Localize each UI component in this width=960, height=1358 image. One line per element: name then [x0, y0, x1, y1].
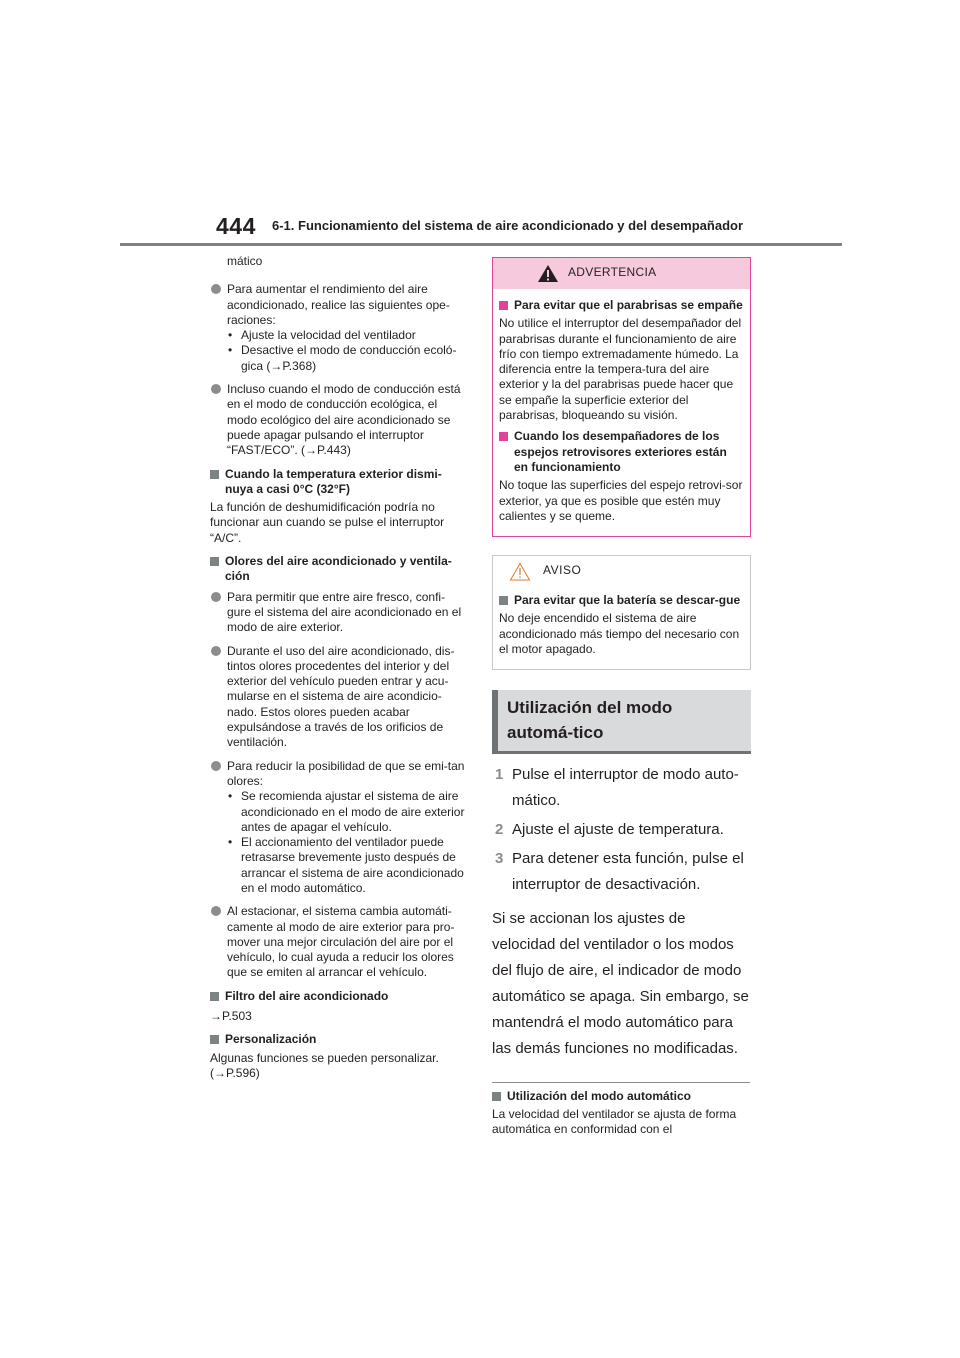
- section-band: Utilización del modo automá-tico: [492, 690, 751, 754]
- heading-text: Filtro del aire acondicionado: [225, 988, 389, 1003]
- paragraph: La velocidad del ventilador se ajusta de forma automática en conformidad con el: [492, 1107, 737, 1137]
- step-number: 2: [495, 821, 504, 839]
- sub-list: [227, 789, 468, 896]
- heading-text: Cuando los desempañadores de los espejos retrovisores exteriores están en funcionamiento: [514, 429, 727, 474]
- bullet-dot-icon: [211, 284, 221, 294]
- square-icon: [492, 1092, 501, 1101]
- warning-title: ADVERTENCIA: [568, 265, 657, 279]
- step-item: [492, 762, 751, 814]
- dash-icon: •: [228, 343, 233, 358]
- warning-paragraph: No utilice el interruptor del desempañador del parabrisas durante el funcionamiento de aire frío con tiempo extremadamente húmedo. La diferencia entre la tempera-tura del aire exterior y la del parabrisas puede hacer que se empañe la superficie exterior del parabrisas, bloqueando su visión.: [499, 316, 742, 423]
- heading-text: Utilización del modo automático: [507, 1089, 692, 1104]
- sub-item: [227, 789, 468, 835]
- square-icon: [499, 301, 508, 310]
- step-item: [492, 846, 751, 898]
- sub-item-text: Desactive el modo de conducción ecoló-gica (→P.368): [241, 343, 457, 373]
- sub-list: [227, 328, 468, 374]
- bullet-dot-icon: [211, 906, 221, 916]
- square-icon: [499, 596, 508, 605]
- square-icon: [210, 470, 219, 479]
- sub-item: [227, 328, 468, 343]
- bullet-dot-icon: [211, 646, 221, 656]
- square-icon: [210, 557, 219, 566]
- sub-item-text: Ajuste la velocidad del ventilador: [241, 328, 416, 343]
- subsection-heading: [210, 554, 468, 585]
- bullet-item: [210, 759, 468, 897]
- bullet-text: Al estacionar, el sistema cambia automáti-camente al modo de aire exterior para pro-mover una mejor circulación del aire por el vehículo, lo cual ayuda a reducir los olores que se emiten al arrancar el vehículo.: [227, 904, 455, 980]
- square-icon: [210, 1035, 219, 1044]
- notice-title: AVISO: [543, 563, 582, 578]
- dash-icon: •: [228, 835, 233, 850]
- square-icon: [499, 432, 508, 441]
- left-column: [210, 254, 468, 1089]
- heading-text: Personalización: [225, 1032, 317, 1047]
- divider: [492, 1082, 750, 1083]
- bullet-item: [210, 590, 468, 636]
- square-icon: [210, 992, 219, 1001]
- dash-icon: •: [228, 328, 233, 343]
- warning-subheading: [499, 298, 744, 313]
- step-text: Ajuste el ajuste de temperatura.: [512, 821, 724, 839]
- subsection-heading: [492, 1089, 751, 1104]
- right-column: [492, 257, 751, 1137]
- sub-item: [227, 343, 468, 374]
- heading-text: Olores del aire acondicionado y ventila-ción: [225, 554, 452, 584]
- dash-icon: •: [228, 789, 233, 804]
- notice-header: [493, 556, 750, 584]
- warning-body: [493, 289, 750, 536]
- section-heading: 6-1. Funcionamiento del sistema de aire acondicionado y del desempañador: [272, 218, 744, 233]
- sub-item-text: El accionamiento del ventilador puede retrasarse brevemente justo después de arrancar el sistema de aire acondicionado en el modo automático.: [241, 835, 464, 895]
- warning-box: [492, 257, 751, 537]
- subsection-heading: [210, 1032, 468, 1047]
- auto-mode-paragraph: Si se accionan los ajustes de velocidad del ventilador o los modos del flujo de aire, el indicador de modo automático se apaga. Sin embargo, se mantendrá el modo automático para las demás funciones no modificadas.: [492, 910, 749, 1058]
- paragraph: Algunas funciones se pueden personalizar. (→P.596): [210, 1050, 439, 1080]
- bullet-text: Incluso cuando el modo de conducción está en el modo de conducción ecológica, el modo ecológico del aire acondicionado se puede apagar pulsando el interruptor “FAST/ECO”. (→P.443): [227, 382, 461, 458]
- subsection-heading: [210, 467, 468, 498]
- step-number: 3: [495, 850, 504, 868]
- step-list: [492, 762, 751, 898]
- step-text: Para detener esta función, pulse el interruptor de desactivación.: [512, 850, 744, 894]
- bullet-dot-icon: [211, 384, 221, 394]
- bullet-text: Para permitir que entre aire fresco, confi-gure el sistema del aire acondicionado en el modo de aire exterior.: [227, 589, 462, 635]
- continued-text: mático: [227, 254, 263, 268]
- bullet-text: Para aumentar el rendimiento del aire acondicionado, realice las siguientes ope-raciones:: [227, 282, 450, 327]
- page-reference: →P.503: [210, 1009, 252, 1024]
- step-text: Pulse el interruptor de modo auto-mático.: [512, 766, 739, 810]
- sub-item-text: Se recomienda ajustar el sistema de aire acondicionado en el modo de aire exterior antes de apagar el vehículo.: [241, 789, 465, 834]
- subsection-heading: [210, 989, 468, 1004]
- notice-box: [492, 555, 751, 670]
- header-rule: [120, 243, 842, 246]
- bullet-dot-icon: [211, 592, 221, 602]
- step-item: [492, 817, 751, 843]
- warning-triangle-icon: [537, 264, 559, 283]
- heading-text: Cuando la temperatura exterior dismi-nuya a casi 0°C (32°F): [225, 466, 442, 496]
- step-number: 1: [495, 766, 504, 784]
- paragraph: La función de deshumidificación podría no funcionar aun cuando se pulse el interruptor “A/C”.: [210, 500, 445, 545]
- heading-text: Para evitar que el parabrisas se empañe: [514, 298, 743, 312]
- heading-text: Para evitar que la batería se descar-gue: [514, 593, 741, 608]
- sub-item: [227, 835, 468, 896]
- bullet-text: Durante el uso del aire acondicionado, dis-tintos olores procedentes del interior y del exterior del vehículo pueden entrar y acu-mularse en el sistema de aire acondicio-nado. Estos olores pueden acabar expulsándose a través de los orificios de ventilación.: [227, 643, 455, 750]
- caution-triangle-icon: [509, 562, 531, 581]
- page-number: 444: [216, 213, 256, 239]
- bullet-dot-icon: [211, 761, 221, 771]
- bullet-item: [210, 382, 468, 458]
- bullet-item: [210, 282, 468, 374]
- warning-paragraph: No toque las superficies del espejo retrovi-sor exterior, ya que es posible que estén muy calientes y se queme.: [499, 478, 743, 523]
- bullet-item: [210, 644, 468, 751]
- warning-subheading: [499, 429, 744, 475]
- notice-subheading: [499, 593, 744, 608]
- bullet-item: [210, 904, 468, 980]
- notice-body: [493, 584, 750, 669]
- warning-header: [493, 258, 750, 289]
- notice-paragraph: No deje encendido el sistema de aire acondicionado más tiempo del necesario con el motor apagado.: [499, 611, 740, 657]
- bullet-text: Para reducir la posibilidad de que se emi-tan olores:: [227, 758, 465, 788]
